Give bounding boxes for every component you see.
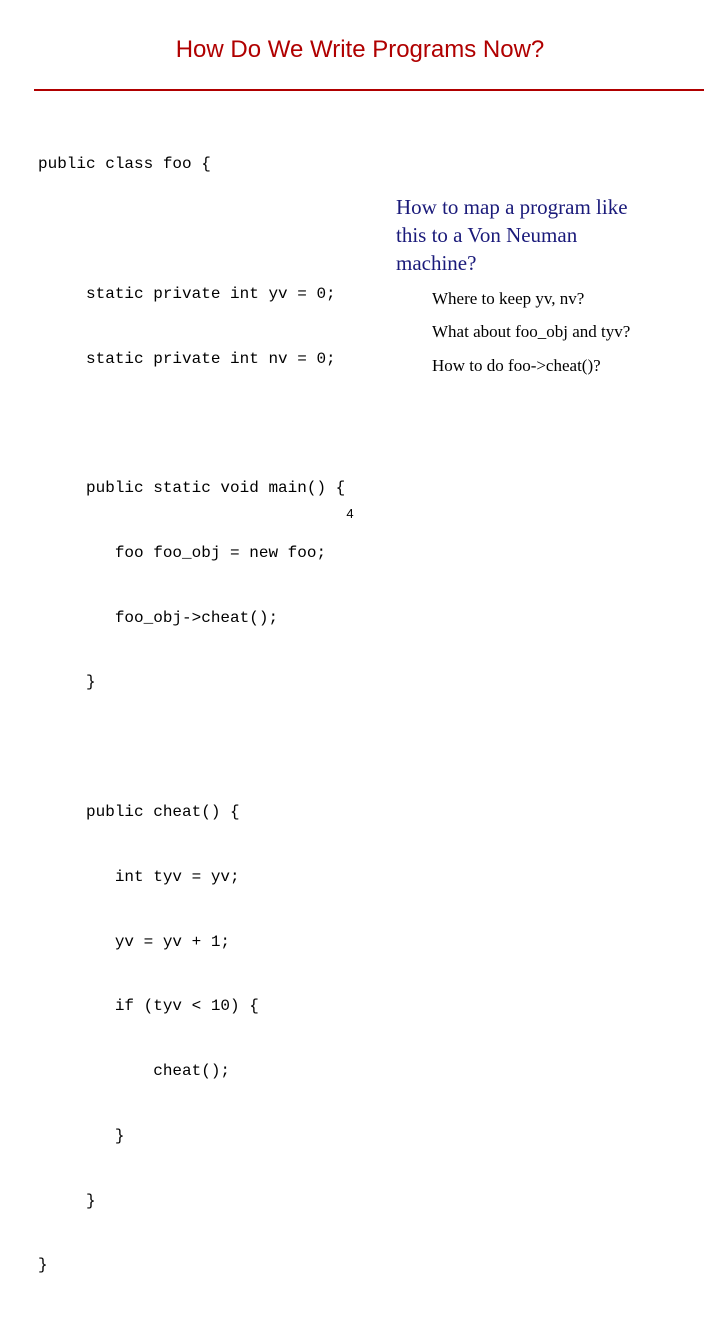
code-line [38, 737, 345, 759]
code-line: foo foo_obj = new foo; [38, 543, 327, 562]
main-question [396, 193, 696, 277]
main-question-line: machine? [396, 251, 477, 275]
question-locals: What about foo_obj and tyv? [432, 322, 631, 341]
code-line [38, 413, 345, 435]
code-block [38, 111, 345, 1320]
slide-title: How Do We Write Programs Now? [175, 36, 545, 63]
title-divider [34, 89, 704, 91]
code-line: public static void main() { [38, 479, 346, 498]
main-question-line: this to a Von Neuman [396, 223, 578, 247]
code-line: public class foo { [38, 155, 211, 174]
code-line [38, 219, 345, 241]
code-line: foo_obj->cheat(); [38, 608, 279, 627]
code-line: } [38, 673, 96, 692]
code-line: public cheat() { [38, 803, 240, 821]
question-storage: Where to keep yv, nv? [432, 289, 585, 308]
code-line: if (tyv < 10) { [38, 997, 259, 1016]
code-line: } [38, 1191, 96, 1210]
code-line: } [38, 1256, 48, 1275]
main-question-line: How to map a program like [396, 195, 628, 219]
code-line: cheat(); [38, 1062, 231, 1081]
question-call: How to do foo->cheat()? [432, 356, 601, 375]
code-line: int tyv = yv; [38, 867, 240, 886]
code-line: yv = yv + 1; [38, 932, 231, 951]
page-number: 4 [346, 506, 354, 521]
code-line: static private int nv = 0; [38, 349, 336, 368]
code-line: } [38, 1126, 125, 1145]
code-line: static private int yv = 0; [38, 284, 336, 303]
